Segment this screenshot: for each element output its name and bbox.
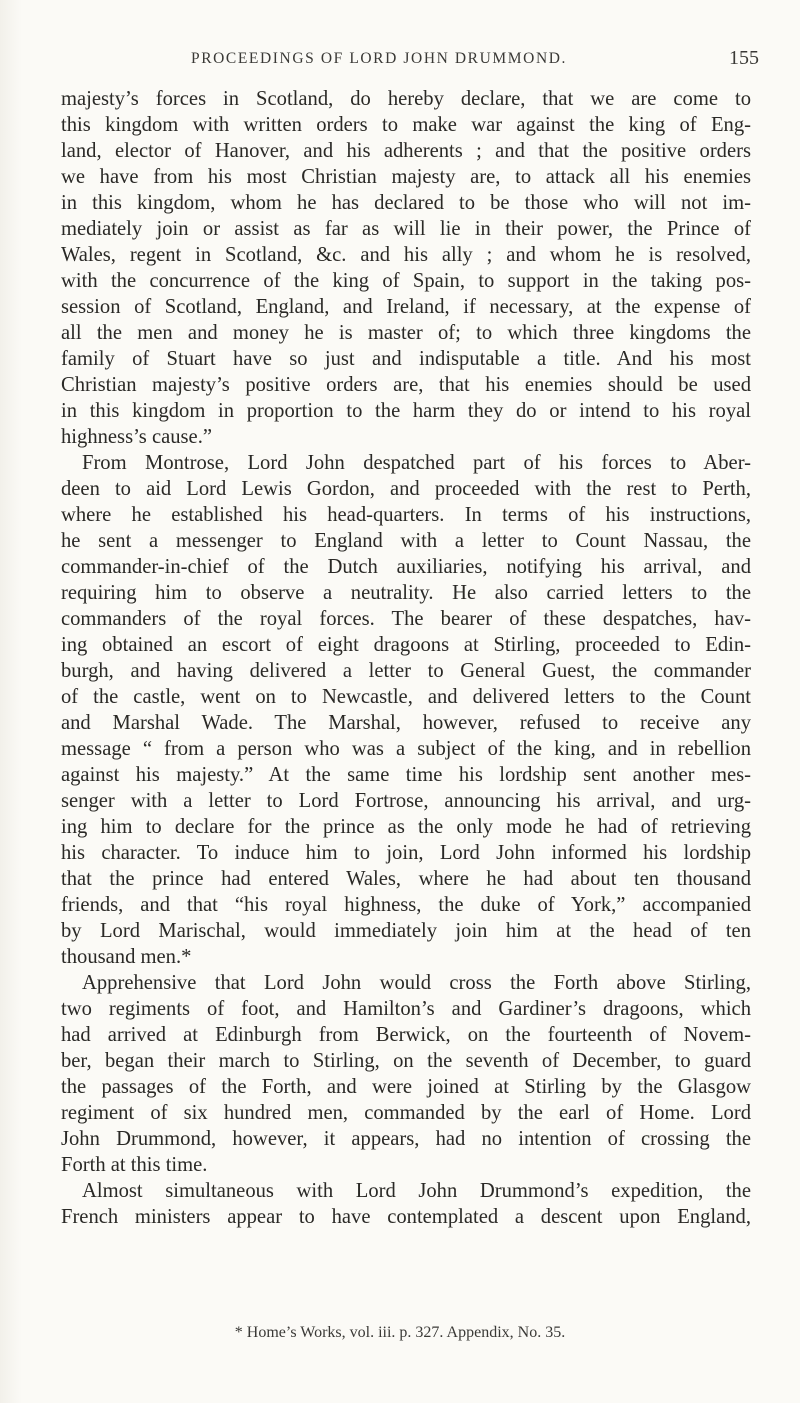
paragraph-start-line: From Montrose, Lord John despatched part of his forces to Aber- xyxy=(82,452,751,474)
text-line: regiment of six hundred men, commanded by the earl of Home. Lord xyxy=(61,1102,751,1124)
text-line: we have from his most Christian majesty are, to attack all his enemies xyxy=(61,166,751,188)
text-line: message “ from a person who was a subject of the king, and in rebellion xyxy=(61,738,751,760)
text-line: of the castle, went on to Newcastle, and delivered letters to the Count xyxy=(61,686,751,708)
text-line: the passages of the Forth, and were joined at Stirling by the Glasgow xyxy=(61,1076,751,1098)
text-line: French ministers appear to have contemplated a descent upon England, xyxy=(61,1206,751,1228)
text-line: two regiments of foot, and Hamilton’s and Gardiner’s dragoons, which xyxy=(61,998,751,1020)
paragraph-start-line: Almost simultaneous with Lord John Drummond’s expedition, the xyxy=(82,1180,751,1202)
text-line: requiring him to observe a neutrality. He also carried letters to the xyxy=(61,582,751,604)
text-line: highness’s cause.” xyxy=(61,426,212,448)
text-line: commanders of the royal forces. The bearer of these despatches, hav- xyxy=(61,608,751,630)
page-number: 155 xyxy=(729,47,759,69)
text-line: all the men and money he is master of; to which three kingdoms the xyxy=(61,322,751,344)
text-line: session of Scotland, England, and Ireland, if necessary, at the expense of xyxy=(61,296,751,318)
text-line: by Lord Marischal, would immediately join him at the head of ten xyxy=(61,920,751,942)
text-line: in this kingdom in proportion to the harm they do or intend to his royal xyxy=(61,400,751,422)
text-line: ber, began their march to Stirling, on the seventh of December, to guard xyxy=(61,1050,751,1072)
text-line: that the prince had entered Wales, where he had about ten thousand xyxy=(61,868,751,890)
text-line: Forth at this time. xyxy=(61,1154,208,1176)
text-line: this kingdom with written orders to make war against the king of Eng- xyxy=(61,114,751,136)
text-line: ing him to declare for the prince as the only mode he had of retrieving xyxy=(61,816,751,838)
page-gutter-shadow xyxy=(0,0,22,1403)
text-line: friends, and that “his royal highness, the duke of York,” accompanied xyxy=(61,894,751,916)
text-line: his character. To induce him to join, Lord John informed his lordship xyxy=(61,842,751,864)
text-line: majesty’s forces in Scotland, do hereby declare, that we are come to xyxy=(61,88,751,110)
text-line: mediately join or assist as far as will lie in their power, the Prince of xyxy=(61,218,751,240)
paragraph-start-line: Apprehensive that Lord John would cross the Forth above Stirling, xyxy=(82,972,751,994)
text-line: in this kingdom, whom he has declared to be those who will not im- xyxy=(61,192,751,214)
running-title: PROCEEDINGS OF LORD JOHN DRUMMOND. xyxy=(190,50,568,67)
text-line: family of Stuart have so just and indisputable a title. And his most xyxy=(61,348,751,370)
text-line: John Drummond, however, it appears, had no intention of crossing the xyxy=(61,1128,751,1150)
text-line: Christian majesty’s positive orders are, that his enemies should be used xyxy=(61,374,751,396)
text-line: he sent a messenger to England with a letter to Count Nassau, the xyxy=(61,530,751,552)
text-line: deen to aid Lord Lewis Gordon, and proceeded with the rest to Perth, xyxy=(61,478,751,500)
text-line: ing obtained an escort of eight dragoons at Stirling, proceeded to Edin- xyxy=(61,634,751,656)
text-line: Wales, regent in Scotland, &c. and his ally ; and whom he is resolved, xyxy=(61,244,751,266)
text-line: burgh, and having delivered a letter to General Guest, the commander xyxy=(61,660,751,682)
text-line: against his majesty.” At the same time his lordship sent another mes- xyxy=(61,764,751,786)
running-head xyxy=(59,47,759,78)
text-line: senger with a letter to Lord Fortrose, announcing his arrival, and urg- xyxy=(61,790,751,812)
text-line: with the concurrence of the king of Spain, to support in the taking pos- xyxy=(61,270,751,292)
text-line: thousand men.* xyxy=(61,946,192,968)
body-text xyxy=(61,86,751,1230)
text-line: had arrived at Edinburgh from Berwick, on the fourteenth of Novem- xyxy=(61,1024,751,1046)
text-line: and Marshal Wade. The Marshal, however, refused to receive any xyxy=(61,712,751,734)
text-line: land, elector of Hanover, and his adherents ; and that the positive orders xyxy=(61,140,751,162)
text-line: commander-in-chief of the Dutch auxiliaries, notifying his arrival, and xyxy=(61,556,751,578)
text-line: where he established his head-quarters. In terms of his instructions, xyxy=(61,504,751,526)
footnote: * Home’s Works, vol. iii. p. 327. Appendix, No. 35. xyxy=(234,1324,566,1341)
